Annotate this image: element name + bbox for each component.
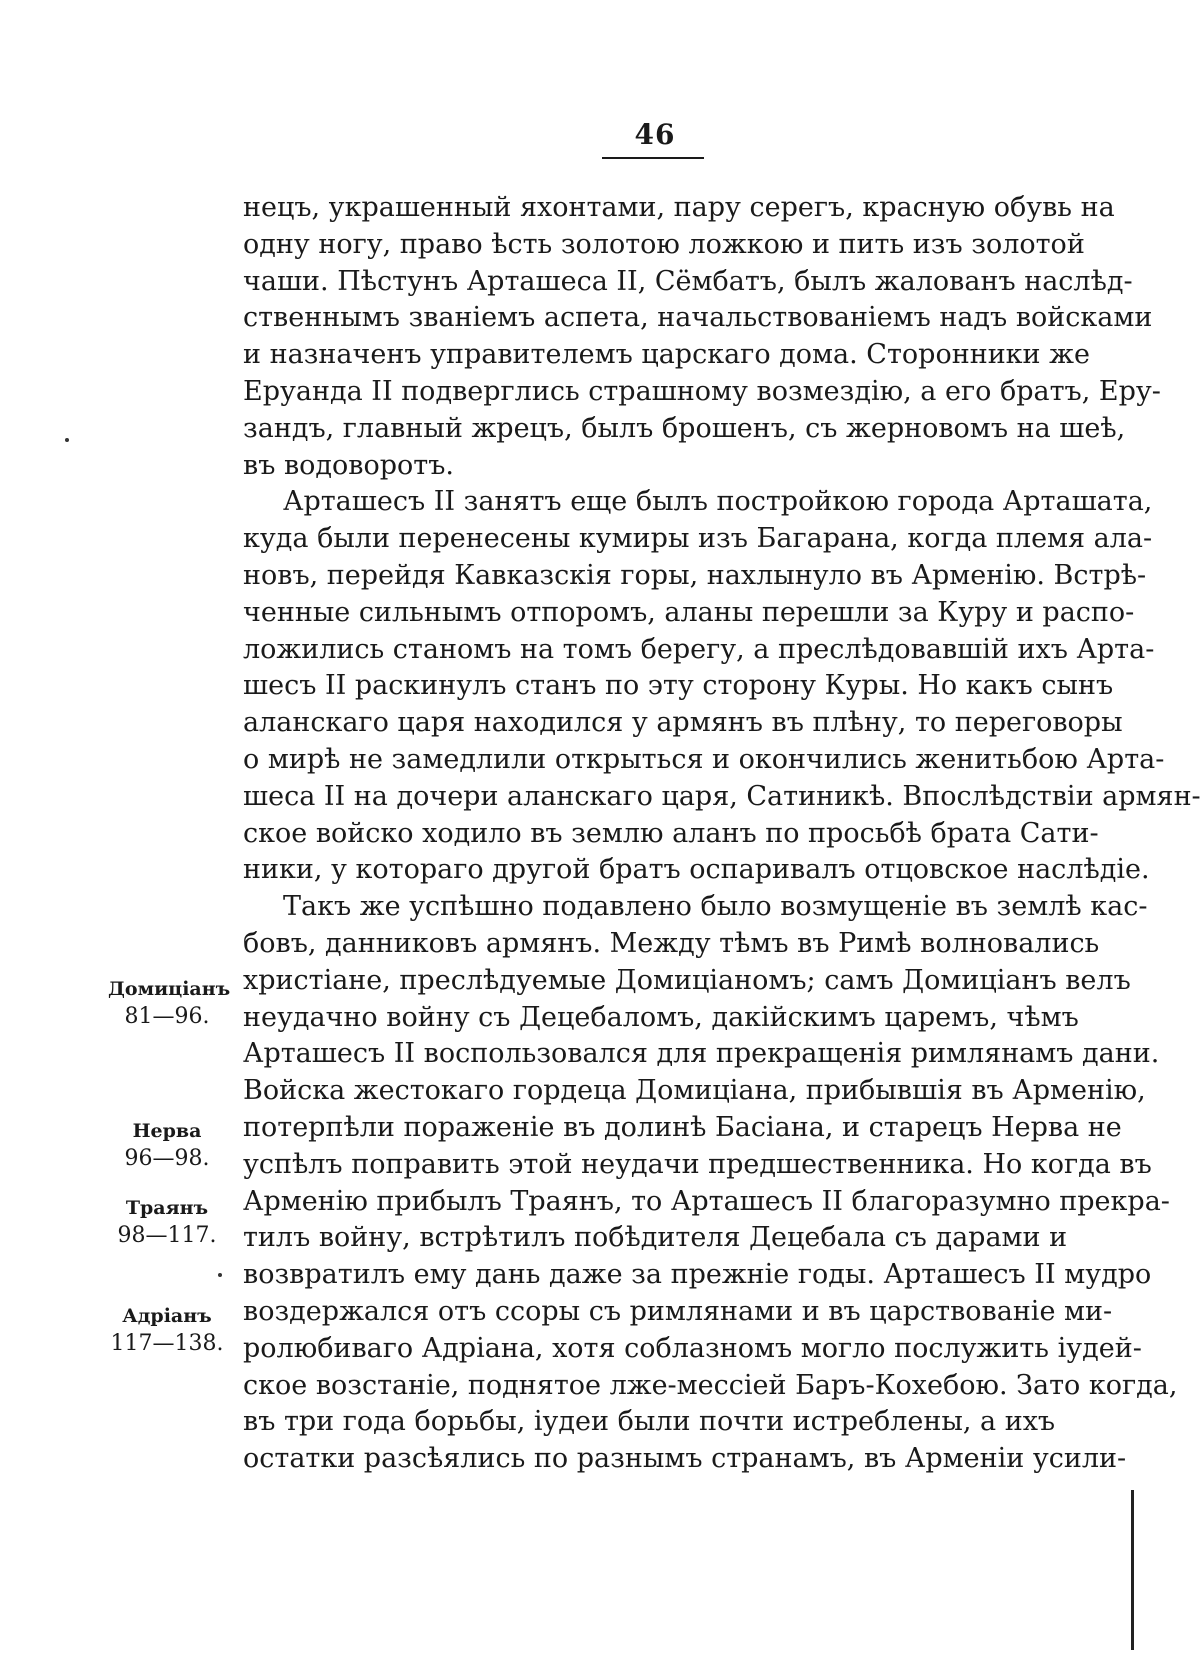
margin-note-trajan <box>108 1195 226 1249</box>
text-line: и назначенъ управителемъ царскаго дома. Сторонники же <box>243 339 1090 371</box>
text-line: ское возстаніе, поднятое лже-мессіей Баръ-Кохебою. Зато когда, <box>243 1369 1178 1401</box>
margin-note-name: Адріанъ <box>122 1305 212 1327</box>
scan-speck <box>218 1273 222 1277</box>
text-line: христіане, преслѣдуемые Домиціаномъ; самъ Домиціанъ велъ <box>243 964 1131 996</box>
text-line: шесъ II раскинулъ станъ по эту сторону Куры. Но какъ сынъ <box>243 670 1114 702</box>
text-line: остатки разсѣялись по разнымъ странамъ, въ Арменіи усили- <box>243 1443 1127 1475</box>
margin-note-hadrian <box>108 1303 226 1357</box>
text-line: воздержался отъ ссоры съ римлянами и въ царствованіе ми- <box>243 1295 1113 1327</box>
text-line: Арташесъ II занятъ еще былъ постройкою города Арташата, <box>283 486 1153 518</box>
text-line: бовъ, данниковъ армянъ. Между тѣмъ въ Римѣ волновались <box>243 927 1100 959</box>
text-line: зандъ, главный жрецъ, былъ брошенъ, съ жерновомъ на шеѣ, <box>243 412 1126 444</box>
text-line: успѣлъ поправить этой неудачи предшественника. Но когда въ <box>243 1148 1152 1180</box>
text-line: неудачно войну съ Децебаломъ, дакійскимъ царемъ, чѣмъ <box>243 1001 1079 1033</box>
text-line: Такъ же успѣшно подавлено было возмущеніе въ землѣ кас- <box>283 891 1148 923</box>
page-number-rule <box>602 157 704 159</box>
page-number: 46 <box>634 118 676 151</box>
text-line: новъ, перейдя Кавказскія горы, нахлынуло въ Арменію. Встрѣ- <box>243 559 1147 591</box>
text-line: ственнымъ званіемъ аспета, начальствованіемъ надъ войсками <box>243 302 1153 334</box>
text-line: одну ногу, право ѣсть золотою ложкою и пить изъ золотой <box>243 228 1085 260</box>
text-line: куда были перенесены кумиры изъ Багарана, когда племя ала- <box>243 523 1153 555</box>
text-line: въ водоворотъ. <box>243 449 454 481</box>
margin-note-nerva <box>108 1118 226 1172</box>
scan-speck <box>65 438 69 442</box>
margin-note-domitian <box>108 976 231 1030</box>
margin-note-years: 81—96. <box>124 1004 210 1029</box>
text-line: Войска жестокаго гордеца Домиціана, прибывшія въ Арменію, <box>243 1075 1146 1107</box>
text-line: ченные сильнымъ отпоромъ, аланы перешли за Куру и распо- <box>243 596 1135 628</box>
text-line: потерпѣли пораженіе въ долинѣ Басіана, и старецъ Нерва не <box>243 1111 1122 1143</box>
text-line: ролюбиваго Адріана, хотя соблазномъ могло послужить іудей- <box>243 1332 1142 1364</box>
text-line: чаши. Пѣстунъ Арташеса II, Сёмбатъ, былъ жалованъ наслѣд- <box>243 265 1133 297</box>
scan-edge-mark <box>1131 1490 1134 1650</box>
margin-note-name: Домиціанъ <box>108 978 231 1000</box>
margin-note-name: Траянъ <box>125 1197 209 1219</box>
text-line: возвратилъ ему дань даже за прежніе годы. Арташесъ II мудро <box>243 1259 1152 1291</box>
text-line: аланскаго царя находился у армянъ въ плѣну, то переговоры <box>243 707 1123 739</box>
text-line: ложились станомъ на томъ берегу, а преслѣдовавшій ихъ Арта- <box>243 633 1155 665</box>
text-line: о мирѣ не замедлили открыться и окончились женитьбою Арта- <box>243 743 1165 775</box>
margin-note-years: 96—98. <box>124 1146 210 1171</box>
text-line: шеса II на дочери аланскаго царя, Сатиникѣ. Впослѣдствіи армян- <box>243 780 1201 812</box>
text-line: ское войско ходило въ землю аланъ по просьбѣ брата Сати- <box>243 817 1099 849</box>
body-text <box>243 190 1201 1478</box>
margin-note-years: 117—138. <box>110 1331 224 1356</box>
text-line: Еруанда II подверглись страшному возмездію, а его братъ, Еру- <box>243 375 1161 407</box>
margin-note-years: 98—117. <box>117 1223 217 1248</box>
text-line: нецъ, украшенный яхонтами, пару серегъ, красную обувь на <box>243 192 1115 223</box>
text-line: тилъ войну, встрѣтилъ побѣдителя Децебала съ дарами и <box>243 1222 1068 1254</box>
text-line: Арменію прибылъ Траянъ, то Арташесъ II благоразумно прекра- <box>243 1185 1170 1217</box>
text-line: Арташесъ II воспользовался для прекращенія римлянамъ дани. <box>243 1038 1160 1070</box>
text-line: ники, у котораго другой братъ оспаривалъ отцовское наслѣдіе. <box>243 854 1150 886</box>
text-line: въ три года борьбы, іудеи были почти истреблены, а ихъ <box>243 1406 1056 1438</box>
margin-note-name: Нерва <box>132 1120 202 1142</box>
